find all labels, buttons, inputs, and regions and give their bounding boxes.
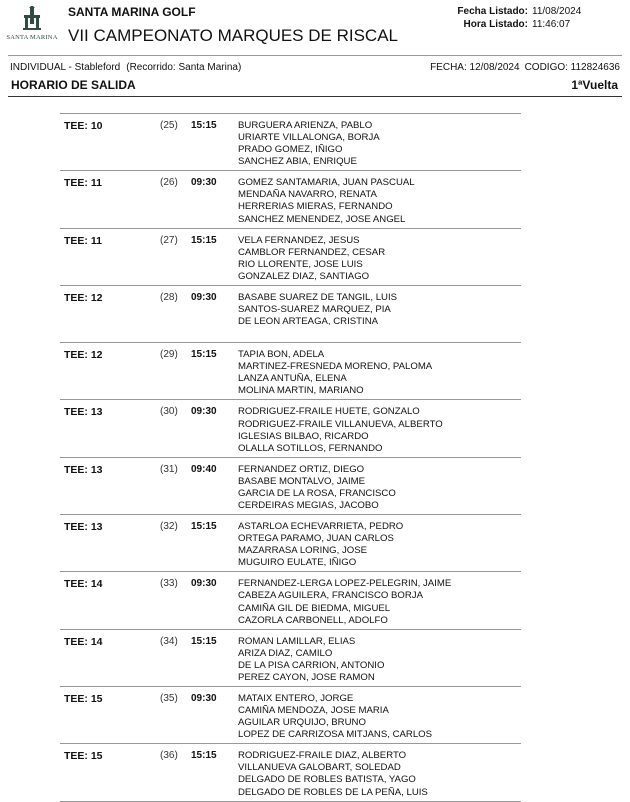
start-time: 09:30 [191, 406, 217, 418]
player-name: RODRIGUEZ-FRAILE DIAZ, ALBERTO [238, 750, 407, 762]
group-number: (33) [160, 578, 178, 590]
tee-label: TEE: 15 [64, 692, 103, 705]
competition-date: FECHA: 12/08/2024 [430, 62, 520, 73]
start-time: 15:15 [191, 349, 217, 361]
player-name: BURGUERA ARIENZA, PABLO [238, 120, 373, 131]
tee-group-row [60, 229, 521, 286]
player-name: SANTOS-SUAREZ MARQUEZ, PIA [238, 303, 391, 315]
tee-label: TEE: 11 [64, 177, 102, 190]
group-number: (26) [160, 177, 178, 189]
modality: INDIVIDUAL - Stableford [10, 62, 121, 73]
player-list [238, 750, 428, 798]
competition-info [10, 62, 241, 73]
start-time: 09:30 [191, 578, 217, 590]
player-name: DE LA PISA CARRION, ANTONIO [238, 659, 385, 671]
tee-group-row [60, 286, 521, 343]
tee-label: TEE: 13 [64, 521, 103, 534]
player-name: GARCIA DE LA ROSA, FRANCISCO [238, 487, 396, 499]
tee-label: TEE: 13 [64, 463, 103, 476]
tee-label: TEE: 15 [64, 750, 103, 763]
tee-label: TEE: 13 [64, 406, 103, 419]
tee-group-row [60, 343, 521, 400]
player-name: FERNANDEZ-LERGA LOPEZ-PELEGRIN, JAIME [238, 578, 452, 590]
group-number: (35) [160, 692, 178, 704]
date-code-info [430, 62, 620, 73]
group-number: (25) [160, 120, 178, 131]
start-time: 09:40 [191, 463, 217, 475]
player-name: SANCHEZ MENENDEZ, JOSE ANGEL [238, 213, 406, 225]
club-logo [6, 6, 58, 48]
start-time: 15:15 [191, 750, 217, 762]
player-list [238, 349, 432, 397]
list-date-value: 11/08/2024 [532, 6, 582, 17]
player-name: BASABE MONTALVO, JAIME [238, 475, 366, 487]
start-time: 15:15 [191, 234, 217, 246]
player-name: RODRIGUEZ-FRAILE VILLANUEVA, ALBERTO [238, 418, 443, 430]
player-name: AGUILAR URQUIJO, BRUNO [238, 717, 366, 729]
player-name: PRADO GOMEZ, IÑIGO [238, 144, 343, 156]
player-list [238, 578, 451, 626]
start-time: 15:15 [191, 635, 217, 647]
player-name: BASABE SUAREZ DE TANGIL, LUIS [238, 291, 398, 303]
player-list [238, 292, 397, 328]
player-list [238, 177, 415, 225]
player-name: ORTEGA PARAMO, JUAN CARLOS [238, 533, 394, 545]
tee-group-row [60, 515, 521, 572]
player-name: ARIZA DIAZ, CAMILO [238, 647, 333, 659]
round-label: 1ªVuelta [571, 78, 618, 92]
start-time: 15:15 [191, 521, 217, 533]
group-number: (32) [160, 521, 178, 533]
player-name: CERDEIRAS MEGIAS, JACOBO [238, 500, 379, 512]
start-time: 09:30 [191, 291, 217, 303]
player-name: IGLESIAS BILBAO, RICARDO [238, 430, 369, 442]
tee-label: TEE: 12 [64, 291, 103, 304]
listing-meta-values [532, 5, 581, 31]
player-name: CAZORLA CARBONELL, ADOLFO [238, 614, 388, 626]
player-name: TAPIA BON, ADELA [238, 349, 325, 361]
listing-meta-labels [457, 5, 528, 31]
player-list [238, 120, 380, 168]
tee-group-row [60, 744, 521, 801]
player-name: MOLINA MARTIN, MARIANO [238, 385, 364, 397]
player-name: DELGADO DE ROBLES DE LA PEÑA, LUIS [238, 786, 428, 798]
player-name: MUGUIRO EULATE, IÑIGO [238, 557, 357, 569]
group-number: (28) [160, 291, 178, 303]
tee-time-list [0, 114, 630, 802]
player-list [238, 406, 443, 454]
event-title: VII CAMPEONATO MARQUES DE RISCAL [68, 26, 398, 45]
player-list [238, 235, 385, 283]
group-number: (31) [160, 463, 178, 475]
tee-label: TEE: 11 [64, 234, 102, 247]
player-name: RODRIGUEZ-FRAILE HUETE, GONZALO [238, 406, 420, 418]
castle-logo-icon [19, 6, 45, 32]
tee-group-row [60, 572, 521, 629]
player-name: OLALLA SOTILLOS, FERNANDO [238, 442, 383, 454]
player-name: MATAIX ENTERO, JORGE [238, 692, 354, 704]
player-name: CAMIÑA MENDOZA, JOSE MARIA [238, 705, 389, 717]
player-list [238, 521, 403, 569]
player-name: MENDAÑA NAVARRO, RENATA [238, 189, 377, 201]
header-divider [8, 55, 622, 56]
tee-group-row [60, 400, 521, 457]
player-name: URIARTE VILLALONGA, BORJA [238, 132, 380, 144]
list-date-label: Fecha Listado: [457, 6, 528, 17]
player-name: GONZALEZ DIAZ, SANTIAGO [238, 270, 370, 282]
list-time-label: Hora Listado: [463, 19, 528, 30]
group-number: (27) [160, 234, 178, 246]
logo-text: SANTA MARINA [6, 34, 58, 41]
tee-group-row [60, 458, 521, 515]
player-name: VELA FERNANDEZ, JESUS [238, 234, 360, 246]
player-name: CAMIÑA GIL DE BIEDMA, MIGUEL [238, 602, 391, 614]
start-time: 09:30 [191, 692, 217, 704]
player-name: MAZARRASA LORING, JOSE [238, 545, 368, 557]
course: (Recorrido: Santa Marina) [126, 62, 242, 73]
tee-label: TEE: 10 [64, 120, 103, 132]
group-number: (29) [160, 349, 178, 361]
player-name: RIO LLORENTE, JOSE LUIS [238, 258, 363, 270]
player-name: ROMAN LAMILLAR, ELIAS [238, 635, 356, 647]
player-name: FERNANDEZ ORTIZ, DIEGO [238, 463, 365, 475]
tee-label: TEE: 14 [64, 635, 103, 648]
tee-group-row [60, 171, 521, 228]
player-name: MARTINEZ-FRESNEDA MORENO, PALOMA [238, 361, 433, 373]
tee-group-row [60, 630, 521, 687]
club-name: SANTA MARINA GOLF [68, 5, 196, 19]
player-name: ASTARLOA ECHEVARRIETA, PEDRO [238, 521, 404, 533]
section-divider [8, 96, 622, 97]
list-time-value: 11:46:07 [532, 19, 571, 30]
player-name: LANZA ANTUÑA, ELENA [238, 373, 347, 385]
player-name: SANCHEZ ABIA, ENRIQUE [238, 156, 357, 168]
player-name: LOPEZ DE CARRIZOSA MITJANS, CARLOS [238, 729, 433, 741]
player-name: VILLANUEVA GALOBART, SOLEDAD [238, 762, 401, 774]
player-name: DE LEON ARTEAGA, CRISTINA [238, 316, 379, 328]
player-name: CAMBLOR FERNANDEZ, CESAR [238, 246, 386, 258]
player-list [238, 636, 384, 684]
group-number: (30) [160, 406, 178, 418]
player-name: PEREZ CAYON, JOSE RAMON [238, 671, 375, 683]
start-time: 09:30 [191, 177, 217, 189]
section-title: HORARIO DE SALIDA [11, 78, 136, 92]
group-number: (34) [160, 635, 178, 647]
tee-group-row [60, 687, 521, 744]
player-list [238, 464, 396, 512]
tee-label: TEE: 12 [64, 349, 103, 362]
player-name: CABEZA AGUILERA, FRANCISCO BORJA [238, 590, 423, 602]
player-name: DELGADO DE ROBLES BATISTA, YAGO [238, 774, 416, 786]
player-name: HERRERIAS MIERAS, FERNANDO [238, 201, 393, 213]
group-number: (36) [160, 750, 178, 762]
player-name: GOMEZ SANTAMARIA, JUAN PASCUAL [238, 177, 415, 189]
competition-code: CODIGO: 112824636 [524, 62, 620, 73]
player-list [238, 693, 432, 741]
tee-group-row [60, 114, 521, 171]
tee-label: TEE: 14 [64, 578, 103, 591]
start-time: 15:15 [191, 120, 217, 131]
